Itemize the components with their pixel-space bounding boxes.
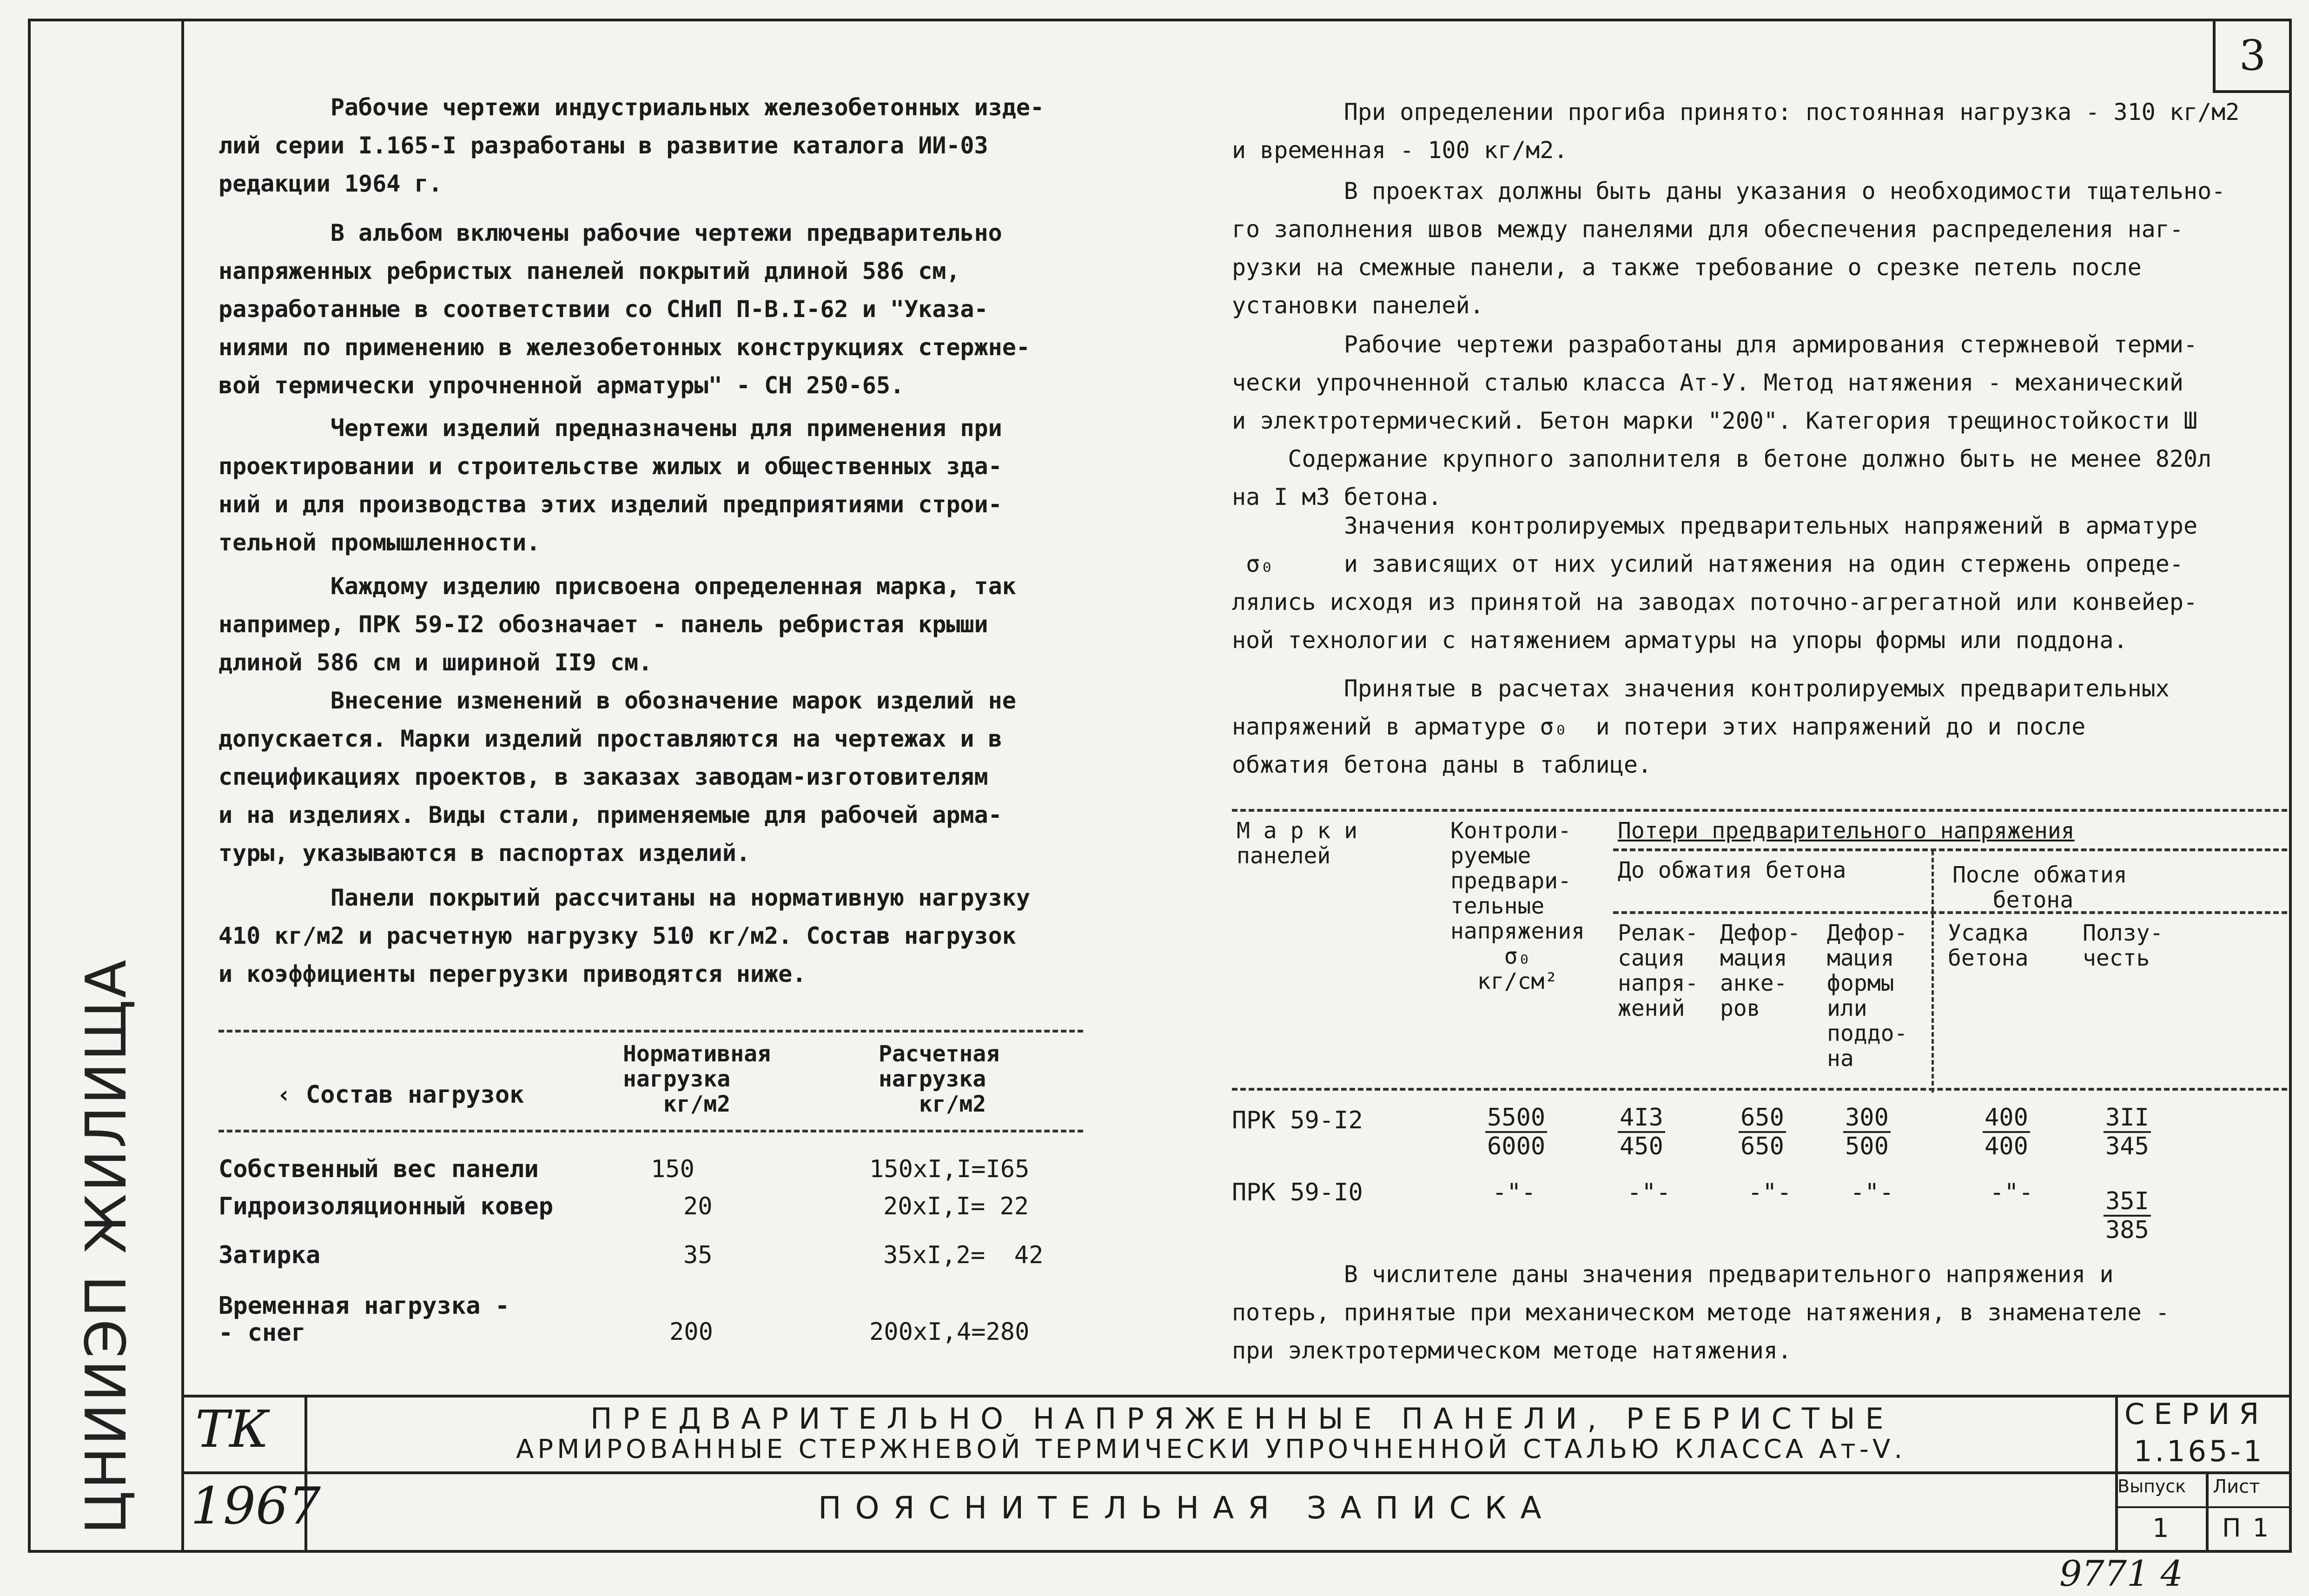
table-cell: 35xI,2= 42 <box>883 1241 1044 1269</box>
table-cell: $\frac{650}{650}$ <box>1739 1104 1786 1160</box>
table-cell: -"- <box>1748 1179 1792 1206</box>
stress-subheader: Дефор- мация формы или поддо- на <box>1827 920 1908 1072</box>
left-paragraph-2: В альбом включены рабочие чертежи предварительно напряженных ребристых панелей покрытий длиной 586 см, разработанные в соответствии со СНиП П-В.I-62 и "Указа- ниями по применению в железобетонных конструкциях стержне- вой термически упрочненной арматуры" - СН 250-65. <box>218 219 1030 399</box>
table-cell: 35 <box>683 1241 713 1269</box>
org-code: ТК <box>195 1399 269 1459</box>
table-divider <box>1932 851 1934 1093</box>
table-rule <box>1232 809 2287 812</box>
table-rule <box>218 1030 1083 1033</box>
title-line-2: АРМИРОВАННЫЕ СТЕРЖНЕВОЙ ТЕРМИЧЕСКИ УПРОЧНЕННОЙ СТАЛЬЮ КЛАССА Ат-Ⅴ. <box>516 1434 1906 1464</box>
table-cell: 200 <box>669 1318 713 1346</box>
sheet-number: 3 <box>2213 21 2289 93</box>
table-row: Собственный вес панели <box>218 1155 539 1183</box>
table-cell: -"- <box>1990 1179 2033 1206</box>
left-paragraph-1: Рабочие чертежи индустриальных железобетонных изде- лий серии I.165-I разработаны в развитие каталога ИИ-03 редакции 1964 г. <box>218 94 1045 197</box>
right-paragraph-2: В проектах должны быть даны указания о необходимости тщательно- го заполнения швов между панелями для обеспечения распределения наг- рузки на смежные панели, а также требование о срезке петель после установки панелей. <box>1232 178 2226 319</box>
title-block-divider <box>181 1471 2292 1474</box>
left-paragraph-4: Каждому изделию присвоена определенная марка, так например, ПРК 59-I2 обозначает - панель ребристая крыши длиной 586 см и шириной II9 см. Внесение изменений в обозначение марок изделий не допускается. Марки изделий проставляются на чертежах и в спецификациях проектов, в заказах заводам-изготовителям и на изделиях. Виды стали, применяемые для рабочей арма- туры, указываются в паспортах изделий. <box>218 573 1016 867</box>
issue-value: 1 <box>2152 1513 2169 1543</box>
side-strip-text: ЦНИИЭП ЖИЛИЩА <box>74 958 139 1534</box>
left-paragraph-3: Чертежи изделий предназначены для применения при проектировании и строительстве жилых и общественных зда- ний и для производства этих изделий предприятиями строи- тельной промышленности. <box>218 415 1002 556</box>
table-cell: 150 <box>651 1155 695 1183</box>
sheet-value: П 1 <box>2222 1513 2271 1543</box>
table-cell: $\frac{400}{400}$ <box>1983 1104 2030 1160</box>
title-block-divider <box>2115 1395 2118 1553</box>
stress-subheader: Дефор- мация анке- ров <box>1720 920 1801 1021</box>
year: 1967 <box>191 1476 321 1536</box>
table-row: Гидроизоляционный ковер <box>218 1192 554 1220</box>
load-header-normative: Нормативная нагрузка кг/м2 <box>623 1041 771 1117</box>
stress-subheader: Усадка бетона <box>1948 920 2029 971</box>
series-label: СЕРИЯ <box>2124 1397 2269 1431</box>
stress-header-before: До обжатия бетона <box>1618 857 1846 883</box>
table-cell: $\frac{300}{500}$ <box>1843 1104 1891 1160</box>
title-line-1: ПРЕДВАРИТЕЛЬНО НАПРЯЖЕННЫЕ ПАНЕЛИ, РЕБРИСТЫЕ <box>590 1402 1894 1436</box>
table-cell: -"- <box>1492 1179 1536 1206</box>
right-paragraph-3: Рабочие чертежи разработаны для армирования стержневой терми- чески упрочненной сталью класса Ат-У. Метод натяжения - механический и электротермический. Бетон марки "200". Категория трещиностойкости Ш Содержание крупного заполнителя в бетоне должно быть не менее 820л на I м3 бетона. <box>1232 331 2212 510</box>
table-cell: 200xI,4=280 <box>869 1318 1030 1346</box>
right-paragraph-5: Принятые в расчетах значения контролируемых предварительных напряжений в арматуре σ₀ и потери этих напряжений до и после обжатия бетона даны в таблице. <box>1232 675 2170 778</box>
title-block-divider <box>2115 1506 2292 1508</box>
table-rule <box>1613 911 2287 914</box>
stress-header-after: После обжатия бетона <box>1952 862 2127 913</box>
table-rule <box>218 1130 1083 1132</box>
load-header-design: Расчетная нагрузка кг/м2 <box>879 1041 1000 1117</box>
table-cell: 150xI,I=I65 <box>869 1155 1030 1183</box>
table-row: ПРК 59-I2 <box>1232 1106 1363 1134</box>
right-paragraph-4: Значения контролируемых предварительных напряжений в арматуре σ₀ и зависящих от них усилий натяжения на один стержень опреде- лялись исходя из принятой на заводах поточно-агрегатной или конвейер- ной технологии с натяжением арматуры на упоры формы или поддона. <box>1232 512 2198 654</box>
table-cell: -"- <box>1850 1179 1894 1206</box>
table-rule <box>1613 848 2287 851</box>
table-cell: $\frac{35I}{385}$ <box>2104 1188 2151 1244</box>
inventory-number: 9771 4 <box>2059 1553 2183 1594</box>
stress-subheader: Ползу- честь <box>2083 920 2163 971</box>
table-cell: $\frac{3II}{345}$ <box>2104 1104 2151 1160</box>
stress-header-marks: М а р к и панелей <box>1237 818 1358 869</box>
table-cell: 20xI,I= 22 <box>883 1192 1029 1220</box>
title-block-divider <box>2206 1471 2209 1553</box>
stress-subheader: Релак- сация напря- жений <box>1618 920 1699 1021</box>
load-header-composition: Состав нагрузок <box>305 1081 524 1109</box>
table-row: ПРК 59-I0 <box>1232 1179 1363 1206</box>
arrow-tick-icon: ‹ <box>277 1081 306 1109</box>
document-subtitle: ПОЯСНИТЕЛЬНАЯ ЗАПИСКА <box>818 1490 1555 1526</box>
table-row: Временная нагрузка - - снег <box>218 1292 510 1347</box>
stress-header-control: Контроли- руемые предвари- тельные напряжения σ₀ кг/см² <box>1450 818 1585 994</box>
table-cell: 20 <box>683 1192 713 1220</box>
table-cell: $\frac{5500}{6000}$ <box>1485 1104 1547 1160</box>
series-value: 1.165-1 <box>2134 1434 2265 1468</box>
stress-header-losses: Потери предварительного напряжения <box>1618 818 2075 844</box>
left-paragraph-5: Панели покрытий рассчитаны на нормативную нагрузку 410 кг/м2 и расчетную нагрузку 510 кг/м2. Состав нагрузок и коэффициенты перегрузки приводятся ниже. <box>218 884 1030 987</box>
table-cell: $\frac{4I3}{450}$ <box>1618 1104 1665 1160</box>
issue-label: Выпуск <box>2117 1476 2186 1497</box>
table-footnote: В числителе даны значения предварительного напряжения и потерь, принятые при механическом методе натяжения, в знаменателе - при электротермическом методе натяжения. <box>1232 1261 2170 1364</box>
sheet-label: Лист <box>2213 1476 2260 1497</box>
table-rule <box>1232 1088 2287 1091</box>
table-cell: -"- <box>1627 1179 1671 1206</box>
table-row: Затирка <box>218 1241 321 1269</box>
right-paragraph-1: При определении прогиба принято: постоянная нагрузка - 310 кг/м2 и временная - 100 кг/м2. <box>1232 99 2240 164</box>
